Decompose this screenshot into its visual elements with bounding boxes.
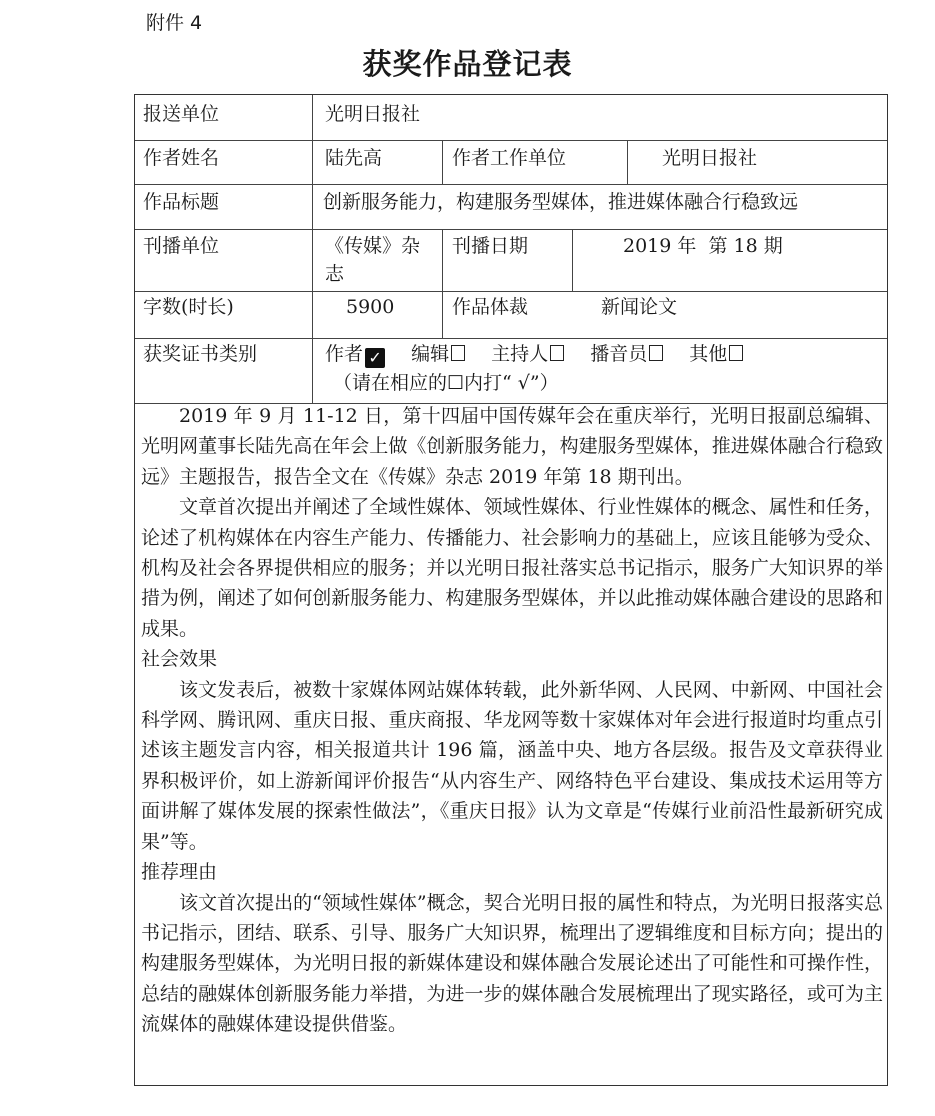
column-divider (442, 140, 443, 184)
word-count-value: 5900 (346, 296, 395, 318)
certificate-option-host[interactable] (491, 343, 564, 365)
certificate-option-announcer[interactable] (590, 343, 663, 365)
recommendation-paragraph: 该文首次提出的“领域性媒体”概念，契合光明日报的属性和特点，为光明日报落实总书记指示，团结、联系、引导、服务广大知识界，梳理出了逻辑维度和目标方向；提出的构建服务型媒体，为光明日报的新媒体建设和媒体融合发展论述出了可能性和可操作性，总结的融媒体创新服务能力举措，为进一步的媒体融合发展梳理出了现实路径，或可为主流媒体的融媒体建设提供借鉴。 (141, 891, 883, 1036)
option-label: 播音员 (590, 343, 648, 365)
work-title-label: 作品标题 (143, 191, 220, 213)
row-divider (135, 229, 887, 230)
checkbox-icon[interactable] (550, 345, 564, 361)
attachment-label: 附件 4 (146, 12, 203, 34)
author-workplace-label: 作者工作单位 (452, 147, 567, 169)
submitting-unit-value: 光明日报社 (325, 103, 421, 125)
author-workplace-value: 光明日报社 (662, 147, 758, 169)
column-divider (442, 229, 443, 338)
column-divider (627, 140, 628, 184)
certificate-option-editor[interactable] (411, 343, 465, 365)
social-effect-paragraph: 该文发表后，被数十家媒体网站媒体转载，此外新华网、人民网、中新网、中国社会科学网、腾讯网、重庆日报、重庆商报、华龙网等数十家媒体对年会进行报道时均重点引述该主题发言内容，相关报道共计 196 篇，涵盖中央、地方各层级。报告及文章获得业界积极评价，如上游新闻评价报告“从内容生产、网络特色平台建设、集成技术运用等方面讲解了媒体发展的探索性做法”，《重庆日报》认为文章是“传媒行业前沿性最新研究成果”等。 (141, 678, 883, 853)
registration-form (134, 94, 888, 1086)
checkbox-icon[interactable] (649, 345, 663, 361)
certificate-option-other[interactable] (689, 343, 743, 365)
option-label: 作者 (325, 343, 364, 365)
recommendation-heading: 推荐理由 (141, 861, 218, 884)
option-label: 编辑 (411, 343, 450, 365)
certificate-option-author[interactable] (325, 343, 385, 365)
row-divider (135, 291, 887, 292)
option-label: 其他 (689, 343, 728, 365)
author-name-value: 陆先高 (325, 147, 383, 169)
genre-label: 作品体裁 (452, 296, 529, 318)
certificate-type-label: 获奖证书类别 (143, 343, 258, 365)
publish-date-value: 2019 年 第 18 期 (623, 235, 783, 257)
checked-checkbox-icon[interactable]: ✓ (365, 348, 385, 368)
description-body (141, 401, 883, 1040)
row-divider (135, 140, 887, 141)
genre-value: 新闻论文 (601, 296, 678, 318)
certificate-options (325, 340, 763, 368)
certificate-hint: （请在相应的☐内打“ √”） (333, 372, 559, 394)
checkbox-icon[interactable] (451, 345, 465, 361)
row-divider (135, 338, 887, 339)
row-divider (135, 184, 887, 185)
content-paragraph: 文章首次提出并阐述了全域性媒体、领域性媒体、行业性媒体的概念、属性和任务，论述了机构媒体在内容生产能力、传播能力、社会影响力的基础上，应该且能够为受众、机构及社会各界提供相应的服务；并以光明日报社落实总书记指示，服务广大知识界的举措为例，阐述了如何创新服务能力、构建服务型媒体，并以此推动媒体融合建设的思路和成果。 (141, 496, 883, 640)
column-divider (572, 229, 573, 291)
option-label: 主持人 (491, 343, 549, 365)
publisher-value-line1: 《传媒》杂 (325, 235, 421, 257)
word-count-label: 字数(时长) (143, 296, 234, 318)
summary-paragraph: 2019 年 9 月 11-12 日，第十四届中国传媒年会在重庆举行，光明日报副总编辑、光明网董事长陆先高在年会上做《创新服务能力，构建服务型媒体，推进媒体融合行稳致远》主题报告，报告全文在《传媒》杂志 2019 年第 18 期刊出。 (141, 405, 883, 488)
publisher-value-line2: 志 (325, 263, 345, 285)
work-title-value: 创新服务能力，构建服务型媒体，推进媒体融合行稳致远 (323, 191, 799, 213)
page-title: 获奖作品登记表 (362, 47, 573, 81)
checkbox-icon[interactable] (729, 345, 743, 361)
submitting-unit-label: 报送单位 (143, 103, 220, 125)
publish-date-label: 刊播日期 (452, 235, 529, 257)
column-divider (312, 95, 313, 403)
author-name-label: 作者姓名 (143, 147, 220, 169)
publisher-label: 刊播单位 (143, 235, 220, 257)
social-effect-heading: 社会效果 (141, 648, 218, 671)
